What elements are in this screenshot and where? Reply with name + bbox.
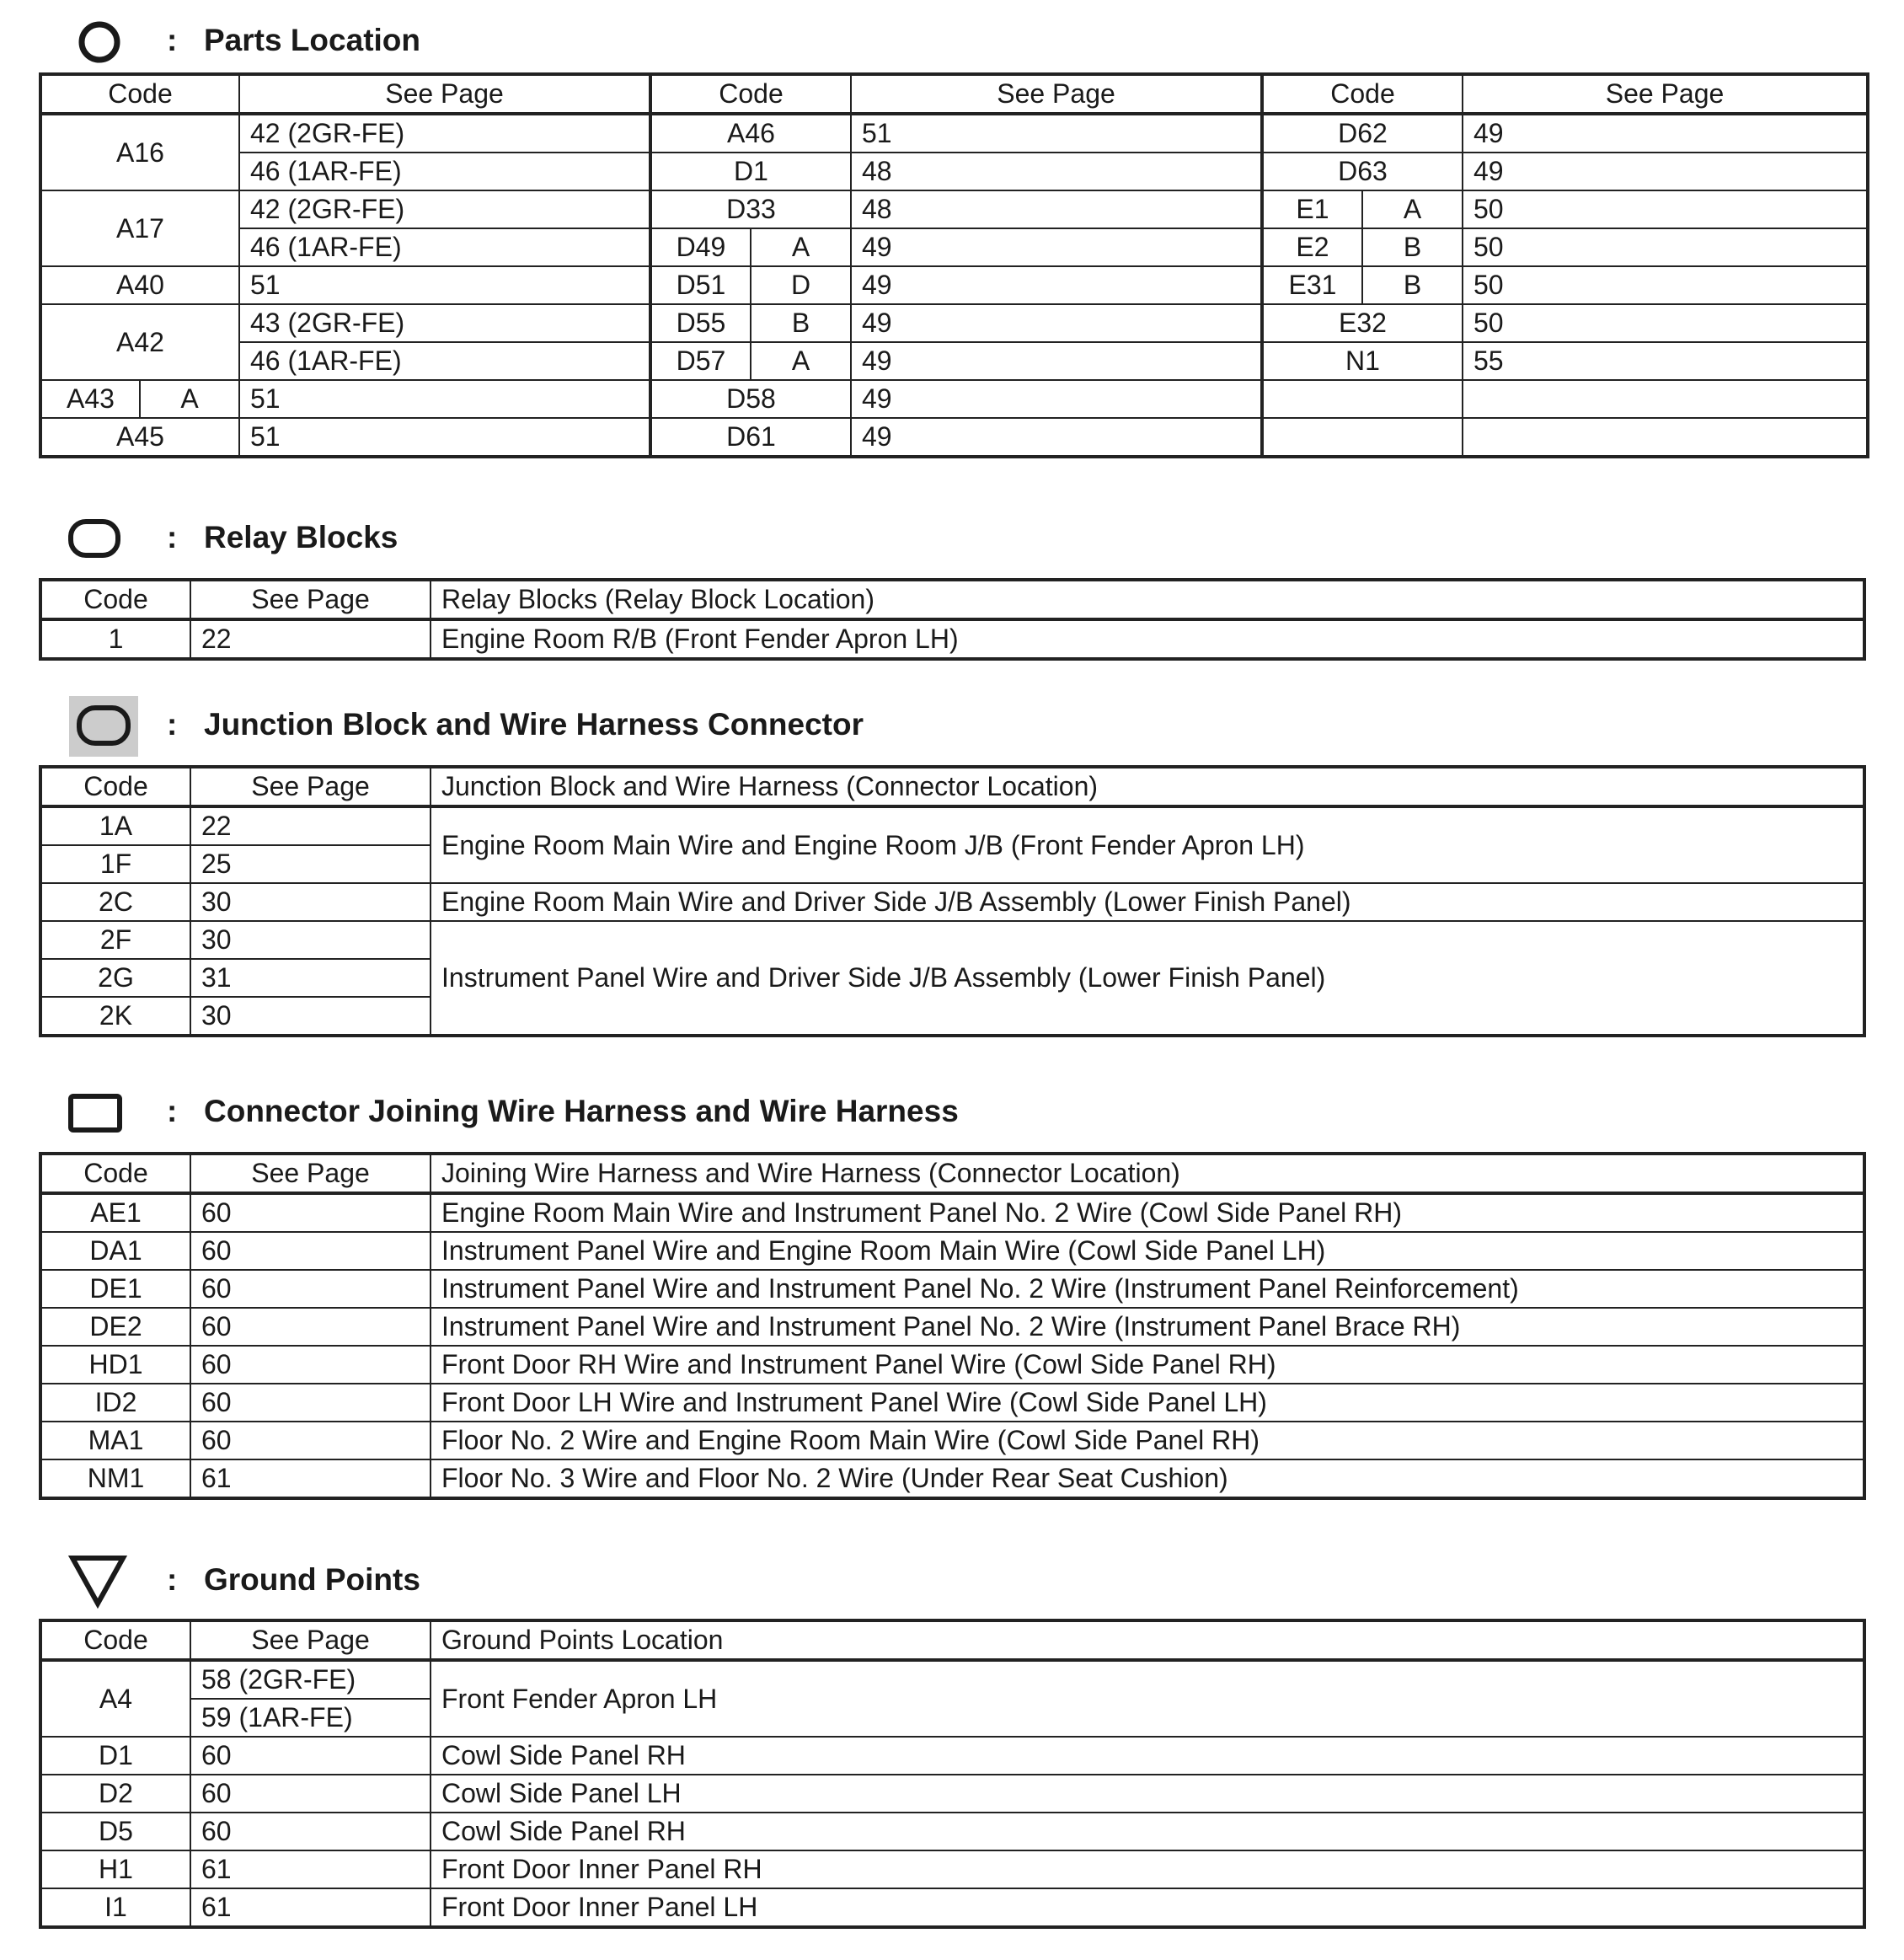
table-row <box>40 1422 1864 1459</box>
connector-description: Instrument Panel Wire and Instrument Panel No. 2 Wire (Instrument Panel Reinforcement) <box>431 1270 1864 1308</box>
part-code: E1 <box>1262 190 1362 228</box>
ground-page: 60 <box>190 1737 431 1775</box>
table-row <box>40 921 1864 959</box>
part-page: 50 <box>1463 190 1868 228</box>
part-code: D33 <box>650 190 851 228</box>
ground-points-table <box>39 1619 1866 1929</box>
header-code: Code <box>40 74 239 114</box>
part-sub-code: B <box>751 304 851 342</box>
connector-table <box>39 1152 1866 1500</box>
junction-page: 22 <box>190 806 431 845</box>
part-code: D61 <box>650 418 851 457</box>
parts-location-table <box>39 72 1869 458</box>
connector-page: 60 <box>190 1308 431 1346</box>
part-code: E31 <box>1262 266 1362 304</box>
connector-code: ID2 <box>40 1384 190 1422</box>
connector-description: Instrument Panel Wire and Engine Room Main Wire (Cowl Side Panel LH) <box>431 1232 1864 1270</box>
part-page: 51 <box>239 266 650 304</box>
header-description: Ground Points Location <box>431 1620 1864 1660</box>
table-row <box>40 1888 1864 1927</box>
part-page: 51 <box>851 114 1262 153</box>
part-page: 46 (1AR-FE) <box>239 228 650 266</box>
table-row <box>40 380 1868 418</box>
part-code: A45 <box>40 418 239 457</box>
header-code: Code <box>40 767 190 806</box>
part-code: A46 <box>650 114 851 153</box>
ground-description: Front Door Inner Panel RH <box>431 1850 1864 1888</box>
part-code: D58 <box>650 380 851 418</box>
rounded-rectangle-icon <box>67 517 121 560</box>
part-sub-code: A <box>751 342 851 380</box>
junction-code: 1F <box>40 845 190 883</box>
part-page: 49 <box>851 304 1262 342</box>
relay-page: 22 <box>190 619 431 659</box>
part-page: 46 (1AR-FE) <box>239 153 650 190</box>
table-row <box>40 1308 1864 1346</box>
connector-code: HD1 <box>40 1346 190 1384</box>
ground-description: Front Fender Apron LH <box>431 1660 1864 1737</box>
junction-description: Instrument Panel Wire and Driver Side J/B Assembly (Lower Finish Panel) <box>431 921 1864 1036</box>
header-code: Code <box>40 1154 190 1193</box>
connector-description: Instrument Panel Wire and Instrument Panel No. 2 Wire (Instrument Panel Brace RH) <box>431 1308 1864 1346</box>
connector-description: Front Door LH Wire and Instrument Panel Wire (Cowl Side Panel LH) <box>431 1384 1864 1422</box>
ground-code: D2 <box>40 1775 190 1813</box>
header-description: Relay Blocks (Relay Block Location) <box>431 580 1864 619</box>
ground-page: 61 <box>190 1850 431 1888</box>
junction-block-table <box>39 765 1866 1037</box>
section-colon: : <box>167 707 178 742</box>
header-see-page: See Page <box>190 767 431 806</box>
part-page: 49 <box>1463 114 1868 153</box>
connector-description: Front Door RH Wire and Instrument Panel Wire (Cowl Side Panel RH) <box>431 1346 1864 1384</box>
part-page: 42 (2GR-FE) <box>239 190 650 228</box>
table-row <box>40 190 1868 228</box>
header-code: Code <box>650 74 851 114</box>
ground-description: Cowl Side Panel RH <box>431 1813 1864 1850</box>
connector-code: DE2 <box>40 1308 190 1346</box>
connector-page: 60 <box>190 1232 431 1270</box>
header-see-page: See Page <box>1463 74 1868 114</box>
header-see-page: See Page <box>190 1620 431 1660</box>
connector-code: MA1 <box>40 1422 190 1459</box>
part-page: 49 <box>851 266 1262 304</box>
connector-description: Floor No. 2 Wire and Engine Room Main Wire (Cowl Side Panel RH) <box>431 1422 1864 1459</box>
part-code: D51 <box>650 266 751 304</box>
part-code: D49 <box>650 228 751 266</box>
part-page: 46 (1AR-FE) <box>239 342 650 380</box>
connector-page: 60 <box>190 1270 431 1308</box>
triangle-icon <box>67 1551 128 1609</box>
part-sub-code: A <box>140 380 239 418</box>
part-page: 43 (2GR-FE) <box>239 304 650 342</box>
section-colon: : <box>167 1094 178 1128</box>
ground-code: H1 <box>40 1850 190 1888</box>
connector-description: Floor No. 3 Wire and Floor No. 2 Wire (Under Rear Seat Cushion) <box>431 1459 1864 1498</box>
part-code: N1 <box>1262 342 1463 380</box>
table-row <box>40 342 1868 380</box>
connector-page: 60 <box>190 1346 431 1384</box>
section-colon: : <box>167 23 178 57</box>
rectangle-icon <box>67 1093 123 1135</box>
part-page: 49 <box>851 418 1262 457</box>
table-row <box>40 1346 1864 1384</box>
junction-page: 25 <box>190 845 431 883</box>
section-colon: : <box>167 520 178 554</box>
part-code: A40 <box>40 266 239 304</box>
part-page: 48 <box>851 190 1262 228</box>
part-page: 55 <box>1463 342 1868 380</box>
ground-code: D5 <box>40 1813 190 1850</box>
empty-cell <box>1262 418 1463 457</box>
part-sub-code: B <box>1362 228 1463 266</box>
part-code: A17 <box>40 190 239 266</box>
connector-description: Engine Room Main Wire and Instrument Panel No. 2 Wire (Cowl Side Panel RH) <box>431 1193 1864 1232</box>
empty-cell <box>1262 380 1463 418</box>
part-code: D63 <box>1262 153 1463 190</box>
table-row <box>40 304 1868 342</box>
ground-page: 59 (1AR-FE) <box>190 1699 431 1737</box>
part-page: 42 (2GR-FE) <box>239 114 650 153</box>
section-title: Ground Points <box>204 1562 420 1597</box>
part-code: A43 <box>40 380 140 418</box>
ground-code: I1 <box>40 1888 190 1927</box>
table-row <box>40 266 1868 304</box>
table-row <box>40 1813 1864 1850</box>
header-see-page: See Page <box>239 74 650 114</box>
part-sub-code: D <box>751 266 851 304</box>
part-sub-code: B <box>1362 266 1463 304</box>
circle-icon <box>76 19 123 66</box>
junction-description: Engine Room Main Wire and Driver Side J/B Assembly (Lower Finish Panel) <box>431 883 1864 921</box>
junction-description: Engine Room Main Wire and Engine Room J/B (Front Fender Apron LH) <box>431 806 1864 883</box>
table-row <box>40 619 1864 659</box>
header-description: Joining Wire Harness and Wire Harness (Connector Location) <box>431 1154 1864 1193</box>
part-page: 50 <box>1463 304 1868 342</box>
connector-page: 61 <box>190 1459 431 1498</box>
header-code: Code <box>1262 74 1463 114</box>
header-see-page: See Page <box>851 74 1262 114</box>
part-code: D57 <box>650 342 751 380</box>
connector-page: 60 <box>190 1193 431 1232</box>
table-row <box>40 228 1868 266</box>
part-page: 50 <box>1463 228 1868 266</box>
part-page: 49 <box>1463 153 1868 190</box>
part-sub-code: A <box>751 228 851 266</box>
section-title: Connector Joining Wire Harness and Wire Harness <box>204 1094 959 1128</box>
connector-page: 60 <box>190 1422 431 1459</box>
connector-code: DE1 <box>40 1270 190 1308</box>
table-row <box>40 1193 1864 1232</box>
section-title: Parts Location <box>204 23 420 57</box>
ground-page: 60 <box>190 1813 431 1850</box>
table-row <box>40 1459 1864 1498</box>
ground-description: Cowl Side Panel RH <box>431 1737 1864 1775</box>
header-description: Junction Block and Wire Harness (Connector Location) <box>431 767 1864 806</box>
table-row <box>40 114 1868 153</box>
connector-page: 60 <box>190 1384 431 1422</box>
section-colon: : <box>167 1562 178 1597</box>
junction-page: 30 <box>190 997 431 1036</box>
table-row <box>40 1850 1864 1888</box>
part-page: 50 <box>1463 266 1868 304</box>
table-row <box>40 1384 1864 1422</box>
table-row <box>40 153 1868 190</box>
table-row <box>40 883 1864 921</box>
empty-cell <box>1463 418 1868 457</box>
ground-description: Front Door Inner Panel LH <box>431 1888 1864 1927</box>
junction-page: 30 <box>190 883 431 921</box>
table-row <box>40 1660 1864 1699</box>
part-page: 51 <box>239 418 650 457</box>
part-page: 49 <box>851 342 1262 380</box>
header-see-page: See Page <box>190 580 431 619</box>
empty-cell <box>1463 380 1868 418</box>
part-code: E2 <box>1262 228 1362 266</box>
relay-blocks-table <box>39 578 1866 661</box>
header-code: Code <box>40 580 190 619</box>
shaded-rounded-rectangle-icon <box>69 696 138 757</box>
junction-code: 2G <box>40 959 190 997</box>
part-sub-code: A <box>1362 190 1463 228</box>
part-code: A42 <box>40 304 239 380</box>
part-code: D62 <box>1262 114 1463 153</box>
connector-code: NM1 <box>40 1459 190 1498</box>
ground-page: 58 (2GR-FE) <box>190 1660 431 1699</box>
junction-page: 30 <box>190 921 431 959</box>
part-page: 49 <box>851 380 1262 418</box>
part-code: D1 <box>650 153 851 190</box>
connector-code: AE1 <box>40 1193 190 1232</box>
table-row <box>40 418 1868 457</box>
part-page: 51 <box>239 380 650 418</box>
table-row <box>40 1775 1864 1813</box>
junction-code: 1A <box>40 806 190 845</box>
ground-description: Cowl Side Panel LH <box>431 1775 1864 1813</box>
ground-page: 61 <box>190 1888 431 1927</box>
ground-code: A4 <box>40 1660 190 1737</box>
connector-code: DA1 <box>40 1232 190 1270</box>
junction-code: 2C <box>40 883 190 921</box>
part-page: 49 <box>851 228 1262 266</box>
ground-code: D1 <box>40 1737 190 1775</box>
ground-page: 60 <box>190 1775 431 1813</box>
table-row <box>40 1232 1864 1270</box>
header-code: Code <box>40 1620 190 1660</box>
relay-code: 1 <box>40 619 190 659</box>
header-see-page: See Page <box>190 1154 431 1193</box>
part-code: D55 <box>650 304 751 342</box>
part-page: 48 <box>851 153 1262 190</box>
part-code: E32 <box>1262 304 1463 342</box>
junction-code: 2K <box>40 997 190 1036</box>
table-row <box>40 806 1864 845</box>
junction-page: 31 <box>190 959 431 997</box>
section-title: Relay Blocks <box>204 520 398 554</box>
relay-description: Engine Room R/B (Front Fender Apron LH) <box>431 619 1864 659</box>
junction-code: 2F <box>40 921 190 959</box>
section-title: Junction Block and Wire Harness Connector <box>204 707 864 742</box>
table-row <box>40 1270 1864 1308</box>
part-code: A16 <box>40 114 239 190</box>
table-row <box>40 1737 1864 1775</box>
